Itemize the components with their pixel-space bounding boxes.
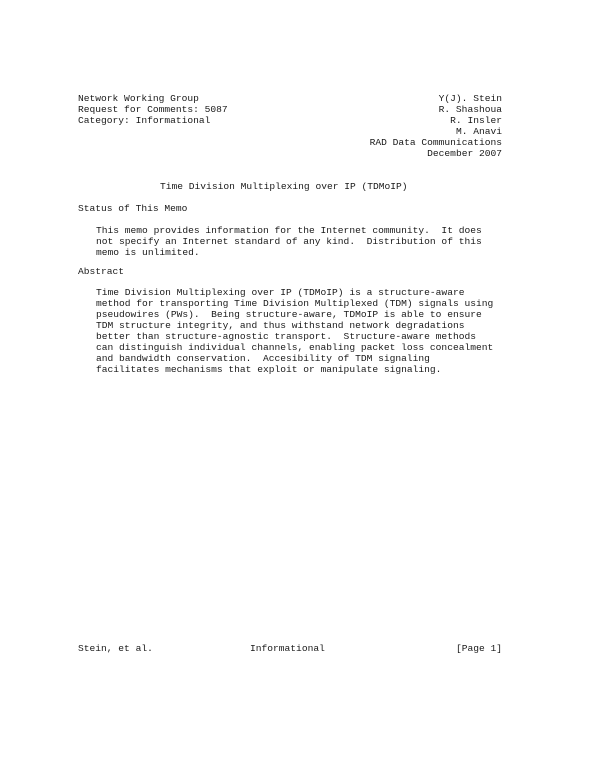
author-2: R. Shashoua (438, 104, 502, 115)
status-line: memo is unlimited. (96, 247, 200, 258)
footer-category: Informational (250, 643, 325, 654)
status-line: not specify an Internet standard of any kind. Distribution of this (96, 236, 482, 247)
abstract-heading: Abstract (78, 266, 125, 277)
abstract-line: pseudowires (PWs). Being structure-aware, TDMoIP is able to ensure (96, 309, 482, 320)
abstract-line: facilitates mechanisms that exploit or manipulate signaling. (96, 364, 442, 375)
working-group-label: Network Working Group (78, 93, 199, 104)
author-4: M. Anavi (455, 126, 502, 137)
organization: RAD Data Communications (369, 137, 502, 148)
author-3: R. Insler (450, 115, 502, 126)
rfc-number-label: Request for Comments: 5087 (78, 104, 228, 115)
header-left-block (78, 93, 228, 126)
abstract-line: Time Division Multiplexing over IP (TDMoIP) is a structure-aware (96, 287, 465, 298)
author-1: Y(J). Stein (438, 93, 502, 104)
footer-authors: Stein, et al. (78, 643, 153, 654)
status-line: This memo provides information for the Internet community. It does (96, 225, 482, 236)
document-title: Time Division Multiplexing over IP (TDMoIP) (160, 181, 408, 192)
status-paragraph (96, 225, 482, 258)
abstract-line: TDM structure integrity, and thus withstand network degradations (96, 320, 465, 331)
abstract-line: method for transporting Time Division Multiplexed (TDM) signals using (96, 298, 494, 309)
abstract-line: and bandwidth conservation. Accesibility of TDM signaling (96, 353, 430, 364)
publication-date: December 2007 (427, 148, 502, 159)
header-right-block (370, 93, 502, 159)
category-label: Category: Informational (78, 115, 211, 126)
abstract-line: can distinguish individual channels, enabling packet loss concealment (96, 342, 494, 353)
abstract-paragraph (96, 287, 493, 375)
footer-page-number: [Page 1] (455, 643, 502, 654)
status-heading: Status of This Memo (78, 203, 188, 214)
abstract-line: better than structure-agnostic transport. Structure-aware methods (96, 331, 476, 342)
